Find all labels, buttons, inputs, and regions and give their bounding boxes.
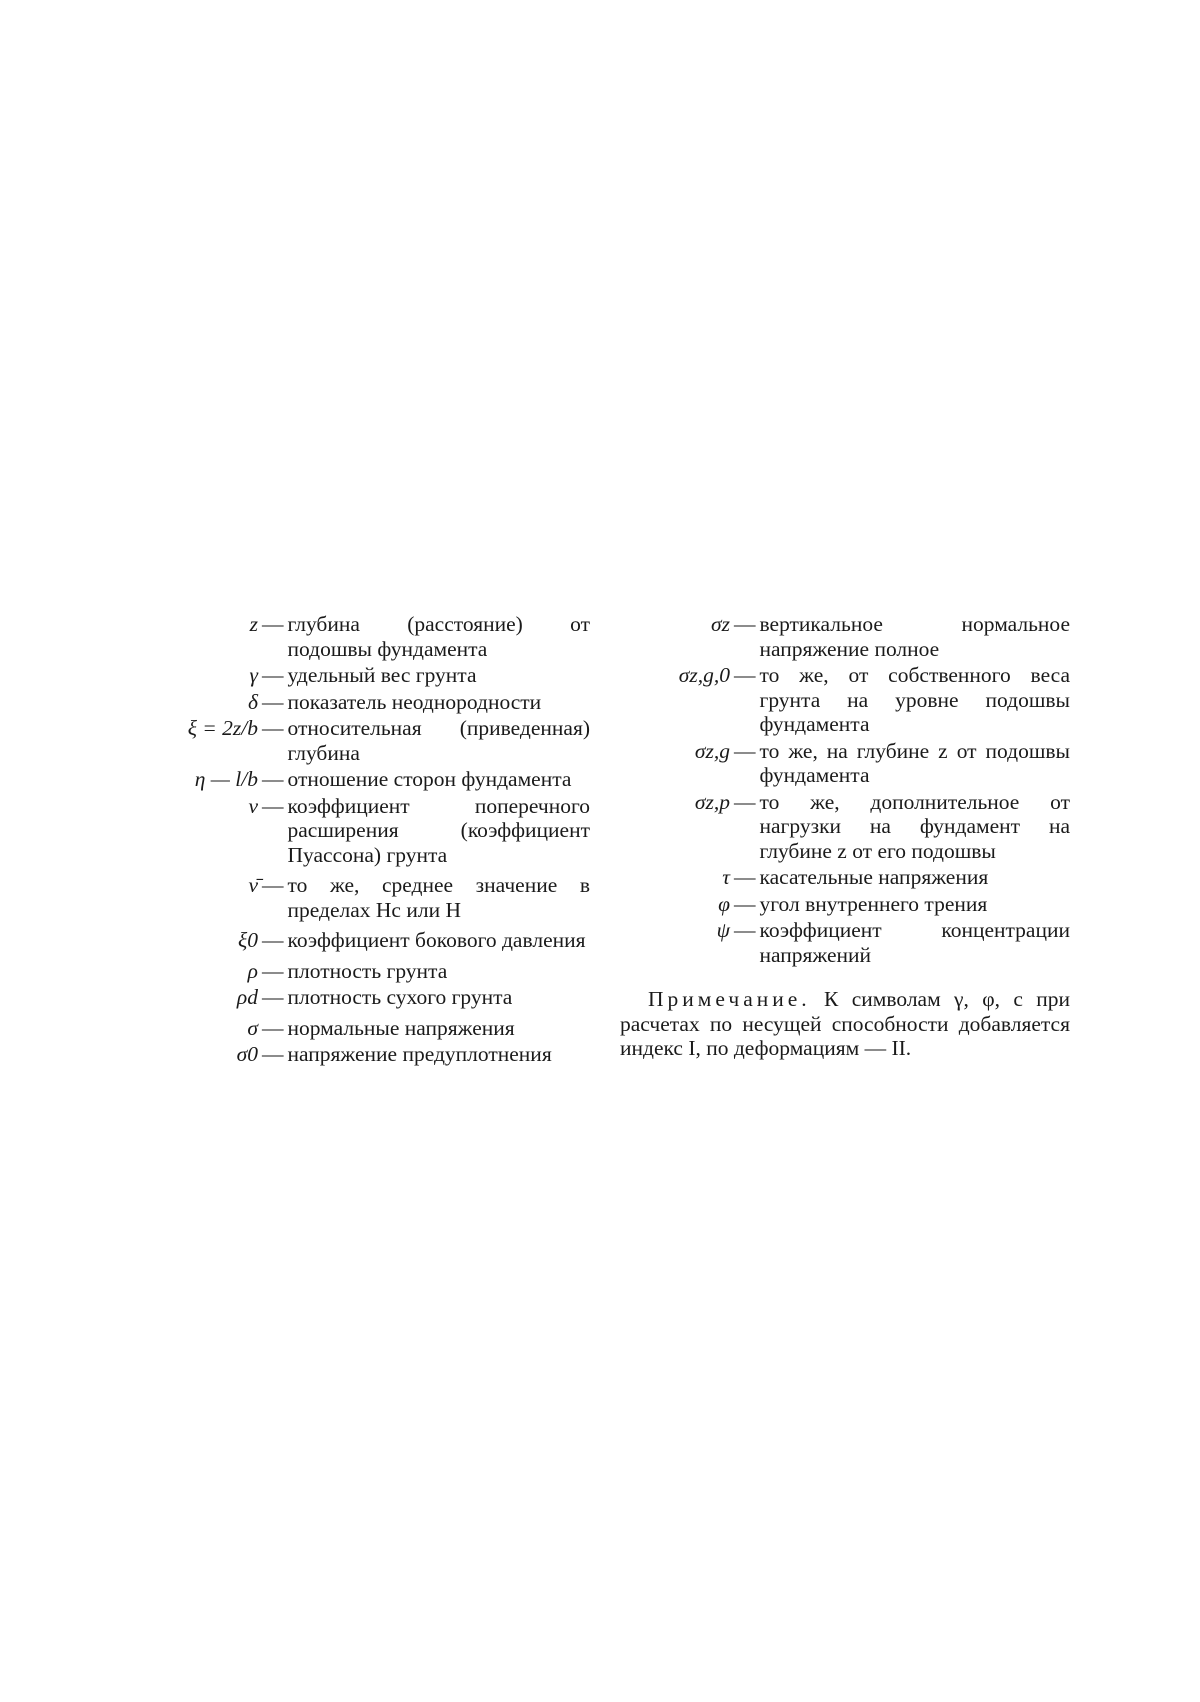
definition: показатель неоднородности bbox=[287, 689, 542, 714]
note-paragraph bbox=[620, 987, 1070, 1061]
definition: то же, дополнительное от нагрузки на фундамент на глубине z от его подошвы bbox=[759, 789, 1070, 863]
dash: — bbox=[734, 918, 756, 942]
dash: — bbox=[734, 612, 756, 636]
glossary-entry bbox=[620, 612, 1070, 661]
symbol: ξ = 2z/b bbox=[187, 716, 258, 740]
dash: — bbox=[262, 1015, 284, 1040]
glossary-entry bbox=[620, 865, 1070, 890]
symbol: σz,p bbox=[694, 789, 730, 814]
symbol: τ bbox=[722, 865, 730, 889]
glossary-entry bbox=[140, 663, 590, 688]
dash: — bbox=[734, 865, 756, 889]
note-text: К символам γ, φ, c при расчетах по несущей способности добавляется индекс I, по деформациям — II. bbox=[620, 987, 1071, 1060]
glossary-entry bbox=[140, 985, 590, 1010]
dash: — bbox=[262, 689, 284, 714]
glossary-entry bbox=[140, 767, 590, 792]
dash: — bbox=[734, 738, 756, 763]
note-heading: Примечание. bbox=[648, 987, 811, 1011]
dash: — bbox=[262, 612, 284, 636]
definition: нормальные напряжения bbox=[287, 1015, 515, 1040]
definition: то же, среднее значение в пределах Hc или H bbox=[287, 873, 590, 922]
right-column bbox=[620, 612, 1070, 1061]
symbol: σz bbox=[711, 612, 730, 636]
definition: то же, от собственного веса грунта на уровне подошвы фундамента bbox=[759, 663, 1070, 736]
dash: — bbox=[734, 663, 756, 687]
definition: плотность сухого грунта bbox=[287, 985, 513, 1009]
glossary-entry bbox=[140, 1042, 590, 1067]
symbol: η — l/b bbox=[194, 767, 258, 791]
symbol: σ bbox=[247, 1015, 258, 1040]
glossary-entry bbox=[140, 716, 590, 765]
definition: относительная (приведенная) глубина bbox=[287, 716, 590, 765]
dash: — bbox=[734, 891, 756, 916]
glossary-entry bbox=[620, 918, 1070, 967]
dash: — bbox=[734, 789, 756, 814]
definition: касательные напряжения bbox=[759, 865, 989, 889]
symbol: φ bbox=[718, 891, 730, 916]
symbol: σz,g,0 bbox=[678, 663, 730, 687]
symbol: ψ bbox=[716, 918, 730, 942]
dash: — bbox=[262, 1042, 284, 1066]
definition: коэффициент бокового давления bbox=[287, 928, 586, 952]
symbol: z bbox=[249, 612, 258, 636]
glossary-entry bbox=[140, 612, 590, 661]
definition: напряжение предуплотнения bbox=[287, 1042, 552, 1066]
glossary-entry bbox=[620, 892, 1070, 917]
dash: — bbox=[262, 716, 284, 740]
definition: то же, на глубине z от подошвы фундамента bbox=[759, 738, 1070, 787]
glossary-entry bbox=[140, 959, 590, 984]
dash: — bbox=[262, 767, 284, 791]
symbol: ρd bbox=[236, 985, 258, 1009]
definition: коэффициент поперечного расширения (коэффициент Пуассона) грунта bbox=[287, 793, 590, 867]
glossary-entry bbox=[140, 794, 590, 868]
dash: — bbox=[262, 663, 284, 687]
symbol: γ bbox=[249, 663, 258, 687]
symbol: ν bbox=[248, 793, 258, 818]
symbol: ξ0 bbox=[238, 928, 258, 952]
glossary-entry bbox=[140, 690, 590, 715]
symbol: δ bbox=[248, 689, 258, 714]
glossary-entry bbox=[620, 790, 1070, 864]
glossary-entry bbox=[140, 928, 590, 953]
dash: — bbox=[262, 958, 284, 983]
definition: коэффициент концентрации напряжений bbox=[759, 918, 1070, 967]
symbol: σz,g bbox=[694, 738, 730, 763]
definition: вертикальное нормальное напряжение полное bbox=[759, 612, 1070, 661]
definition: удельный вес грунта bbox=[287, 663, 477, 687]
dash: — bbox=[262, 873, 284, 897]
dash: — bbox=[262, 985, 284, 1009]
symbol: σ0 bbox=[236, 1042, 258, 1066]
definition: отношение сторон фундамента bbox=[287, 767, 572, 791]
definition: плотность грунта bbox=[287, 958, 448, 983]
left-column bbox=[140, 612, 590, 1069]
symbol: ν̄ bbox=[248, 873, 258, 897]
dash: — bbox=[262, 928, 284, 952]
definition: угол внутреннего трения bbox=[759, 891, 988, 916]
definition: глубина (расстояние) от подошвы фундамента bbox=[287, 612, 590, 661]
glossary-entry bbox=[620, 739, 1070, 788]
glossary-entry bbox=[140, 1016, 590, 1041]
symbol: ρ bbox=[247, 958, 258, 983]
glossary-entry bbox=[620, 663, 1070, 737]
dash: — bbox=[262, 793, 284, 818]
glossary-entry bbox=[140, 873, 590, 922]
